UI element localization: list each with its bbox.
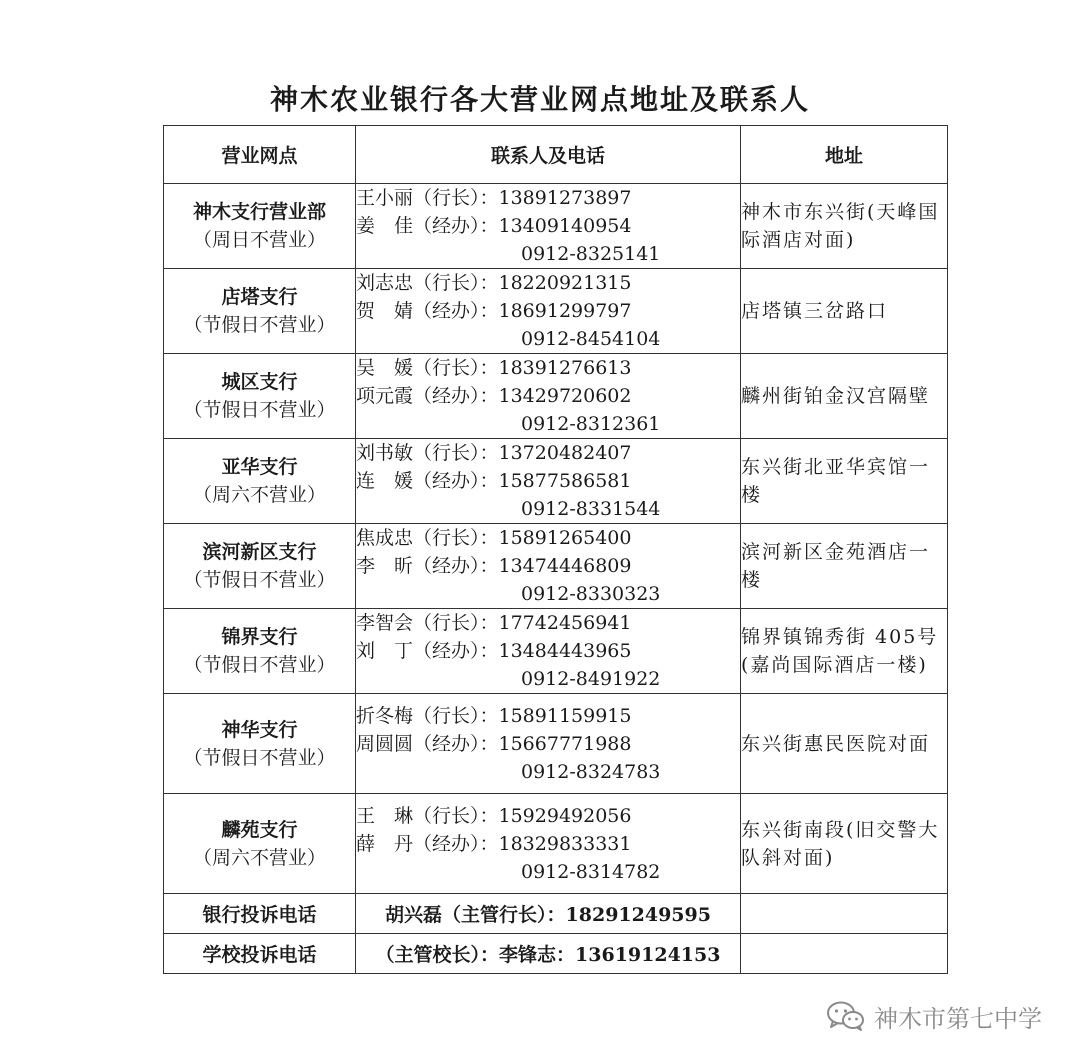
complaint-label: 学校投诉电话 bbox=[164, 934, 356, 974]
branch-name: 神华支行 bbox=[221, 718, 298, 741]
header-contacts: 联系人及电话 bbox=[356, 126, 741, 184]
manager-contact: 折冬梅（行长）：15891159915 bbox=[356, 704, 632, 727]
branch-cell bbox=[164, 609, 356, 694]
branch-name: 店塔支行 bbox=[221, 286, 298, 308]
wechat-icon bbox=[826, 1000, 866, 1032]
branch-cell bbox=[164, 184, 356, 269]
address-cell: 东兴街北亚华宾馆一楼 bbox=[741, 439, 948, 524]
address-cell: 东兴街南段(旧交警大队斜对面) bbox=[741, 794, 948, 894]
table-row bbox=[164, 354, 948, 439]
table-row bbox=[164, 934, 948, 974]
branch-cell bbox=[164, 354, 356, 439]
table-row bbox=[164, 439, 948, 524]
branch-name: 锦界支行 bbox=[221, 626, 298, 648]
branch-hours-note: （节假日不营业） bbox=[183, 654, 336, 676]
contacts-cell bbox=[356, 439, 741, 524]
table-row bbox=[164, 694, 948, 794]
clerk-contact: 周圆圆（经办）：15667771988 bbox=[356, 732, 632, 755]
office-phone: 0912-8325141 bbox=[521, 243, 661, 265]
manager-contact: 刘书敏（行长）：13720482407 bbox=[356, 442, 632, 464]
manager-contact: 焦成忠（行长）：15891265400 bbox=[356, 527, 632, 549]
branch-cell bbox=[164, 694, 356, 794]
empty-cell bbox=[741, 894, 948, 934]
table-header-row bbox=[164, 126, 948, 184]
branch-name: 滨河新区支行 bbox=[202, 541, 317, 563]
branch-hours-note: （节假日不营业） bbox=[183, 569, 336, 591]
address-cell: 神木市东兴街(天峰国际酒店对面) bbox=[741, 184, 948, 269]
branch-hours-note: （周日不营业） bbox=[192, 229, 326, 251]
clerk-contact: 薛 丹（经办）：18329833331 bbox=[356, 832, 632, 855]
table-row bbox=[164, 184, 948, 269]
header-branch: 营业网点 bbox=[164, 126, 356, 184]
office-phone: 0912-8324783 bbox=[521, 760, 661, 783]
branch-cell bbox=[164, 269, 356, 354]
address-cell: 东兴街惠民医院对面 bbox=[741, 694, 948, 794]
office-phone: 0912-8330323 bbox=[521, 583, 661, 605]
table-row bbox=[164, 609, 948, 694]
office-phone: 0912-8314782 bbox=[521, 860, 661, 883]
table-row bbox=[164, 794, 948, 894]
table-row bbox=[164, 894, 948, 934]
branch-name: 亚华支行 bbox=[221, 456, 298, 478]
complaint-contact: 胡兴磊（主管行长）：18291249595 bbox=[356, 894, 741, 934]
office-phone: 0912-8312361 bbox=[521, 413, 661, 435]
branch-cell bbox=[164, 794, 356, 894]
watermark-text: 神木市第七中学 bbox=[874, 1004, 1042, 1033]
office-phone: 0912-8454104 bbox=[521, 328, 661, 350]
complaint-label: 银行投诉电话 bbox=[164, 894, 356, 934]
clerk-contact: 贺 婧（经办）：18691299797 bbox=[356, 300, 632, 322]
manager-contact: 王 琳（行长）：15929492056 bbox=[356, 804, 632, 827]
wechat-watermark bbox=[826, 1000, 1042, 1032]
manager-contact: 王小丽（行长）：13891273897 bbox=[356, 187, 632, 209]
branch-hours-note: （周六不营业） bbox=[192, 846, 326, 869]
clerk-contact: 刘 丁（经办）：13484443965 bbox=[356, 640, 632, 662]
address-cell: 滨河新区金苑酒店一楼 bbox=[741, 524, 948, 609]
branch-name: 麟苑支行 bbox=[221, 818, 298, 841]
address-cell: 麟州街铂金汉宫隔壁 bbox=[741, 354, 948, 439]
clerk-contact: 项元霞（经办）：13429720602 bbox=[356, 385, 632, 407]
address-cell: 锦界镇锦秀街 405号(嘉尚国际酒店一楼) bbox=[741, 609, 948, 694]
contacts-cell bbox=[356, 524, 741, 609]
branch-hours-note: （节假日不营业） bbox=[183, 399, 336, 421]
manager-contact: 吴 媛（行长）：18391276613 bbox=[356, 357, 632, 379]
clerk-contact: 李 昕（经办）：13474446809 bbox=[356, 555, 632, 577]
branch-name: 神木支行营业部 bbox=[192, 201, 326, 223]
header-address: 地址 bbox=[741, 126, 948, 184]
contacts-cell bbox=[356, 354, 741, 439]
manager-contact: 刘志忠（行长）：18220921315 bbox=[356, 272, 632, 294]
contacts-cell bbox=[356, 794, 741, 894]
branch-cell bbox=[164, 524, 356, 609]
empty-cell bbox=[741, 934, 948, 974]
office-phone: 0912-8491922 bbox=[521, 668, 661, 690]
branch-hours-note: （周六不营业） bbox=[192, 484, 326, 506]
branch-hours-note: （节假日不营业） bbox=[183, 746, 336, 769]
document-title: 神木农业银行各大营业网点地址及联系人 bbox=[269, 83, 810, 116]
branch-hours-note: （节假日不营业） bbox=[183, 314, 336, 336]
branch-cell bbox=[164, 439, 356, 524]
branch-table bbox=[163, 125, 948, 974]
branch-name: 城区支行 bbox=[221, 371, 298, 393]
office-phone: 0912-8331544 bbox=[521, 498, 661, 520]
table-row bbox=[164, 269, 948, 354]
contacts-cell bbox=[356, 694, 741, 794]
table-row bbox=[164, 524, 948, 609]
clerk-contact: 连 媛（经办）：15877586581 bbox=[356, 470, 632, 492]
clerk-contact: 姜 佳（经办）：13409140954 bbox=[356, 215, 632, 237]
address-cell: 店塔镇三岔路口 bbox=[741, 269, 948, 354]
contacts-cell bbox=[356, 184, 741, 269]
manager-contact: 李智会（行长）：17742456941 bbox=[356, 612, 632, 634]
contacts-cell bbox=[356, 269, 741, 354]
complaint-contact: （主管校长）：李锋志：13619124153 bbox=[356, 934, 741, 974]
contacts-cell bbox=[356, 609, 741, 694]
